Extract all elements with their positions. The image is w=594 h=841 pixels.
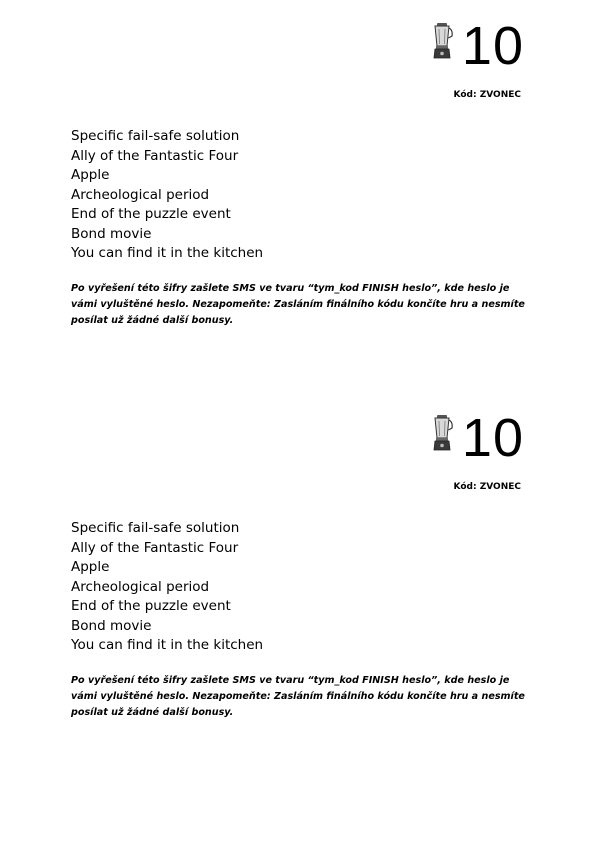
puzzle-card xyxy=(0,0,594,392)
clue-item: Bond movie xyxy=(71,617,152,634)
puzzle-number: 10 xyxy=(461,16,524,76)
clue-item: Archeological period xyxy=(71,186,210,203)
clue-item: Bond movie xyxy=(71,225,152,242)
clue-item: You can find it in the kitchen xyxy=(71,637,264,653)
clue-item: End of the puzzle event xyxy=(71,206,231,222)
clue-list xyxy=(71,519,263,656)
clue-item: End of the puzzle event xyxy=(71,598,231,614)
clue-item: You can find it in the kitchen xyxy=(71,245,264,261)
clue-item: Apple xyxy=(71,559,110,575)
puzzle-number: 10 xyxy=(461,408,524,468)
clue-item: Specific fail-safe solution xyxy=(71,520,240,536)
puzzle-card xyxy=(0,392,594,784)
puzzle-code: Kód: ZVONEC xyxy=(453,482,521,492)
clue-item: Specific fail-safe solution xyxy=(71,128,240,144)
instructions: Po vyřešení této šifry zašlete SMS ve tvaru “tym_kod FINISH heslo”, kde heslo je vámi vyluštěné heslo. Nezapomeňte: Zasláním finálního kódu končíte hru a nesmíte posílat už žádné další bonusy. xyxy=(71,283,525,326)
blender-icon xyxy=(431,22,453,60)
clue-item: Apple xyxy=(71,167,110,183)
clue-item: Ally of the Fantastic Four xyxy=(71,539,239,556)
clue-item: Ally of the Fantastic Four xyxy=(71,147,239,164)
blender-icon xyxy=(431,414,453,452)
puzzle-code: Kód: ZVONEC xyxy=(453,90,521,100)
clue-list xyxy=(71,127,263,264)
instructions: Po vyřešení této šifry zašlete SMS ve tvaru “tym_kod FINISH heslo”, kde heslo je vámi vyluštěné heslo. Nezapomeňte: Zasláním finálního kódu končíte hru a nesmíte posílat už žádné další bonusy. xyxy=(71,675,525,718)
clue-item: Archeological period xyxy=(71,578,210,595)
